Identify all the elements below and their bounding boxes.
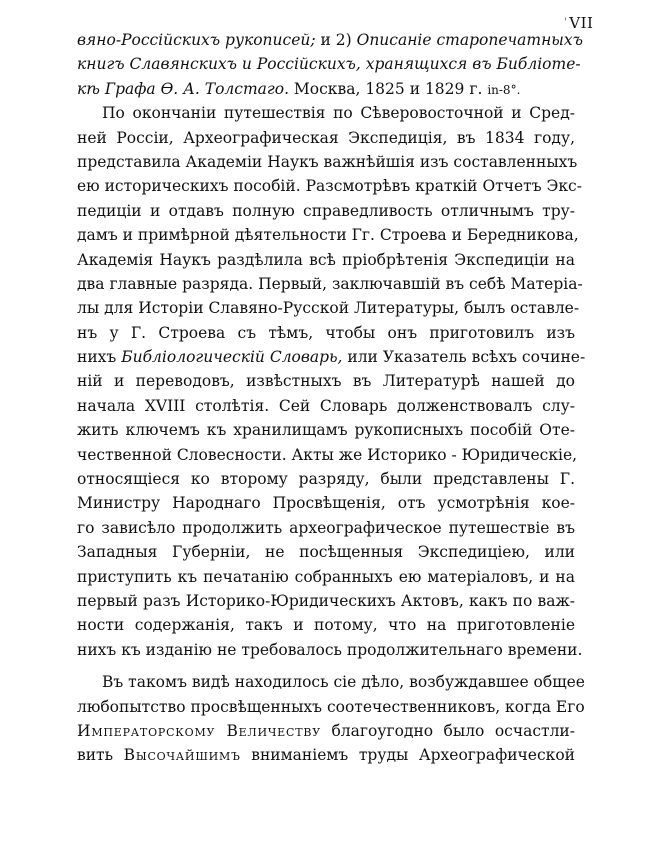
text-line: По окончаніи путешествія по Сѣверовосточной и Сред-	[102, 104, 575, 123]
paragraph	[77, 101, 586, 662]
text-line: жить ключемъ къ хранилищамъ рукописныхъ пособій Оте-	[77, 421, 575, 440]
text-line: первый разъ Историко-Юридическихъ Актовъ, какъ по важ-	[77, 591, 575, 610]
text-line: ней Россіи, Археографическая Экспедиція, въ 1834 году,	[77, 128, 575, 147]
text-line: дамъ и примѣрной дѣятельности Гг. Строева и Бередникова,	[77, 226, 579, 245]
text-line: ній и переводовъ, извѣстныхъ въ Литературѣ нашей до	[77, 372, 575, 391]
paragraph-gap	[77, 662, 575, 670]
text-line: два главные разряда. Первый, заключавшій въ себѣ Матеріа-	[77, 274, 583, 293]
text-line: Министру Народнаго Просвѣщенія, отъ усмотрѣнія кое-	[77, 494, 575, 513]
text-line: педиціи и отдавъ полную справедливость отличнымъ тру-	[77, 201, 575, 220]
text-line: нихъ къ изданію не требовалось продолжительнаго времени.	[77, 640, 583, 659]
text-line: начала XVIII столѣтія. Сей Словарь долженствовалъ слу-	[77, 396, 575, 415]
text-line: го зависѣло продолжить археографическое путешествіе въ	[77, 518, 575, 537]
text-line: лы для Исторіи Славяно-Русской Литературы, былъ оставле-	[77, 299, 580, 318]
text-line: относящіеся ко второму разряду, были представлены Г.	[77, 470, 575, 489]
text-line: Академія Наукъ раздѣлила всѣ пріобрѣтенія Экспедиціи на	[77, 250, 575, 269]
paragraph	[77, 28, 583, 101]
text-line: нъ у Г. Строева съ тѣмъ, чтобы онъ приготовилъ изъ	[77, 323, 575, 342]
text-line: Императорскому Величеству благоугодно было осчастли-	[77, 721, 576, 740]
text-line: чественной Словесности. Акты же Историко - Юридическіе,	[77, 445, 578, 464]
text-line: приступить къ печатанію собранныхъ ею матеріаловъ, и на	[77, 567, 575, 586]
text-line: Западныя Губерніи, не посѣщенныя Экспедиціею, или	[77, 543, 575, 562]
text-block	[77, 28, 586, 768]
page-mark: '	[564, 17, 568, 28]
text-line: вить Высочайшимъ вниманіемъ труды Археографической	[77, 746, 576, 765]
page-number: ' VII	[564, 14, 594, 32]
text-line: Въ такомъ видѣ находилось сіе дѣло, возбуждавшее общее	[102, 673, 585, 692]
text-line: вяно-Россійскихъ рукописей; и 2) Описаніе старопечатныхъ	[77, 31, 583, 49]
text-line: любопытство просвѣщенныхъ соотечественниковъ, когда Его	[77, 697, 585, 716]
text-line: нихъ Библіологическій Словарь, или Указатель всѣхъ сочине-	[77, 348, 586, 367]
text-line: кѣ Графа Ѳ. А. Толстаго. Москва, 1825 и 1829 г. in-8°.	[77, 79, 521, 98]
text-line: ности содержанія, такъ и потому, что на приготовленіе	[77, 616, 575, 635]
text-line: представила Академіи Наукъ важнѣйшія изъ составленныхъ	[77, 152, 578, 171]
text-line: книгъ Славянскихъ и Россійскихъ, хранящихся въ Библіоте-	[77, 55, 581, 74]
paragraph	[77, 670, 585, 768]
text-line: ею историческихъ пособій. Разсмотрѣвъ краткій Отчетъ Экс-	[77, 177, 582, 196]
